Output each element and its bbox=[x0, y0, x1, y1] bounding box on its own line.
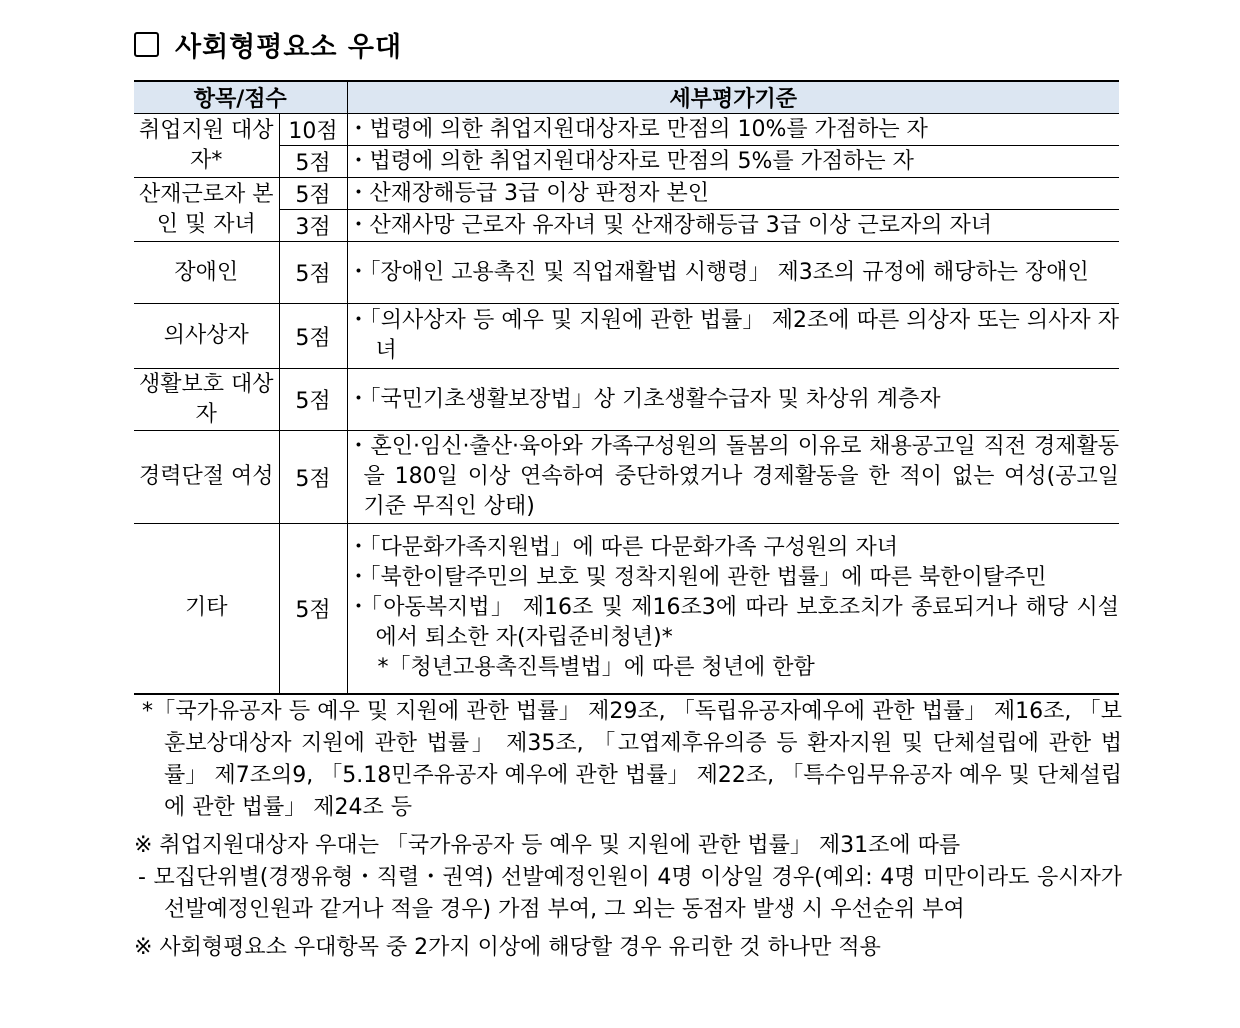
category-cell: 산재근로자 본인 및 자녀 bbox=[134, 178, 279, 242]
detail-cell: ・「장애인 고용촉진 및 직업재활법 시행령」 제3조의 규정에 해당하는 장애인 bbox=[347, 259, 1089, 285]
category-cell: 경력단절 여성 bbox=[134, 431, 279, 524]
table-header-row bbox=[134, 81, 1119, 114]
score-cell: 5점 bbox=[279, 146, 347, 178]
note-reference-1: ※ 취업지원대상자 우대는 「국가유공자 등 예우 및 지원에 관한 법률」 제31조에 따름 bbox=[134, 833, 961, 858]
category-cell: 생활보호 대상자 bbox=[134, 369, 279, 431]
criteria-table bbox=[134, 80, 1119, 695]
detail-cell: ・법령에 의한 취업지원대상자로 만점의 5%를 가점하는 자 bbox=[347, 146, 1119, 178]
detail-cell: ・산재장해등급 3급 이상 판정자 본인 bbox=[347, 178, 1119, 210]
score-cell: 10점 bbox=[279, 114, 347, 146]
table-row bbox=[134, 114, 1119, 146]
score-cell: 3점 bbox=[279, 210, 347, 242]
category-cell: 취업지원 대상자* bbox=[134, 114, 279, 178]
detail-cell: ・법령에 의한 취업지원대상자로 만점의 10%를 가점하는 자 bbox=[347, 114, 1119, 146]
table-row bbox=[134, 178, 1119, 210]
category-cell: 의사상자 bbox=[134, 304, 279, 369]
detail-item: ・「아동복지법」 제16조 및 제16조3에 따라 보호조치가 종료되거나 해당 시설에서 퇴소한 자(자립준비청년)* bbox=[347, 595, 1120, 651]
checkbox-square-icon bbox=[134, 32, 159, 57]
detail-item-note: *「청년고용촉진특별법」에 따른 청년에 한함 bbox=[377, 655, 815, 681]
section-title bbox=[134, 24, 402, 64]
score-cell: 5점 bbox=[279, 178, 347, 210]
table-row bbox=[134, 304, 1119, 369]
note-dash: - 모집단위별(경쟁유형・직렬・권역) 선발예정인원이 4명 이상일 경우(예외: 4명 미만이라도 응시자가 선발예정인원과 같거나 적을 경우) 가점 부여, 그 외는 동점자 발생 시 우선순위 부여 bbox=[138, 865, 1122, 922]
note-reference-2: ※ 사회형평요소 우대항목 중 2가지 이상에 해당할 경우 유리한 것 하나만 적용 bbox=[134, 935, 881, 960]
score-cell: 5점 bbox=[279, 242, 347, 304]
table-row bbox=[134, 431, 1119, 524]
detail-cell: ・「의사상자 등 예우 및 지원에 관한 법률」 제2조에 따른 의상자 또는 의사자 자녀 bbox=[347, 308, 1120, 363]
category-cell: 장애인 bbox=[134, 242, 279, 304]
detail-item: ・「다문화가족지원법」에 따른 다문화가족 구성원의 자녀 bbox=[347, 535, 899, 561]
score-cell: 5점 bbox=[279, 524, 347, 694]
detail-item: ・「북한이탈주민의 보호 및 정착지원에 관한 법률」에 따른 북한이탈주민 bbox=[347, 565, 1047, 591]
detail-cell: ・혼인·임신·출산·육아와 가족구성원의 돌봄의 이유로 채용공고일 직전 경제활동을 180일 이상 연속하여 중단하였거나 경제활동을 한 적이 없는 여성(공고일 기준 무직인 상태) bbox=[347, 434, 1120, 519]
score-cell: 5점 bbox=[279, 369, 347, 431]
score-cell: 5점 bbox=[279, 431, 347, 524]
score-cell: 5점 bbox=[279, 304, 347, 369]
category-cell: 기타 bbox=[134, 524, 279, 694]
footnotes bbox=[134, 696, 1122, 964]
table-row bbox=[134, 146, 1119, 178]
detail-cell: ・「국민기초생활보장법」상 기초생활수급자 및 차상위 계층자 bbox=[347, 369, 1119, 431]
table-row bbox=[134, 210, 1119, 242]
detail-cell: ・산재사망 근로자 유자녀 및 산재장해등급 3급 이상 근로자의 자녀 bbox=[347, 210, 1119, 242]
table-row bbox=[134, 242, 1119, 304]
header-item-score: 항목/점수 bbox=[134, 81, 347, 114]
table-row bbox=[134, 369, 1119, 431]
section-title-text: 사회형평요소 우대 bbox=[175, 31, 403, 63]
table-row bbox=[134, 524, 1119, 694]
header-detail: 세부평가기준 bbox=[347, 81, 1119, 114]
footnote-star: *「국가유공자 등 예우 및 지원에 관한 법률」 제29조, 「독립유공자예우에 관한 법률」 제16조, 「보훈보상대상자 지원에 관한 법률」 제35조, 「고엽제후유의증 등 환자지원 및 단체설립에 관한 법률」 제7조의9, 「5.18민주유공자 예우에 관한 법률」 제22조, 「특수임무유공자 예우 및 단체설립에 관한 법률」 제24조 등 bbox=[142, 699, 1122, 820]
